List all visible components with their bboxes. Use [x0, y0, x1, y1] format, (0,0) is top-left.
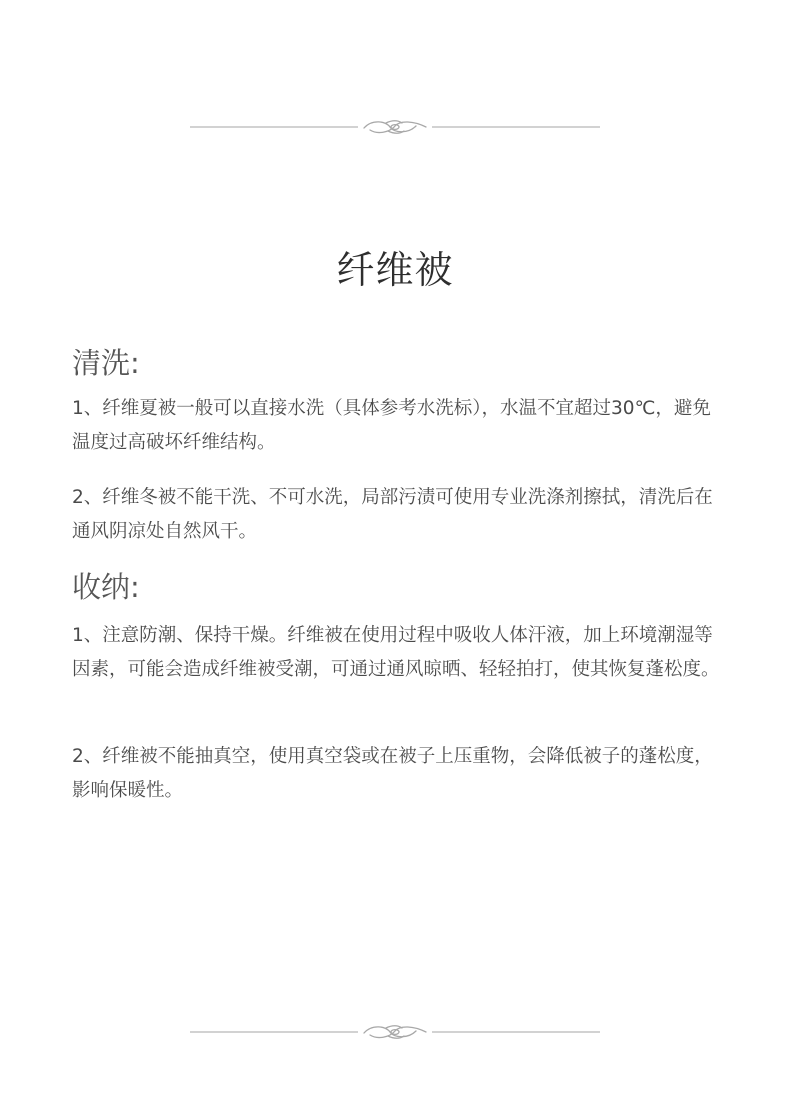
- storage-item-2: 2、纤维被不能抽真空，使用真空袋或在被子上压重物，会降低被子的蓬松度，影响保暖性。: [72, 746, 713, 801]
- flourish-icon: [364, 121, 426, 134]
- storage-item-1: 1、注意防潮、保持干燥。纤维被在使用过程中吸收人体汗液，加上环境潮湿等因素，可能会造成纤维被受潮，可通过通风晾晒、轻轻拍打，使其恢复蓬松度。: [72, 625, 720, 680]
- section-heading-storage: 收纳:: [72, 570, 140, 604]
- bottom-ornament-divider: [190, 1022, 600, 1042]
- flourish-icon: [364, 1026, 426, 1039]
- cleaning-item-2: 2、纤维冬被不能干洗、不可水洗，局部污渍可使用专业洗涤剂擦拭，清洗后在通风阴凉处自然风干。: [72, 487, 713, 542]
- page-title: 纤维被: [336, 248, 454, 292]
- section-heading-cleaning: 清洗:: [72, 346, 140, 380]
- top-ornament-divider: [190, 117, 600, 137]
- cleaning-item-1: 1、纤维夏被一般可以直接水洗（具体参考水洗标），水温不宜超过30℃，避免温度过高破坏纤维结构。: [72, 398, 711, 453]
